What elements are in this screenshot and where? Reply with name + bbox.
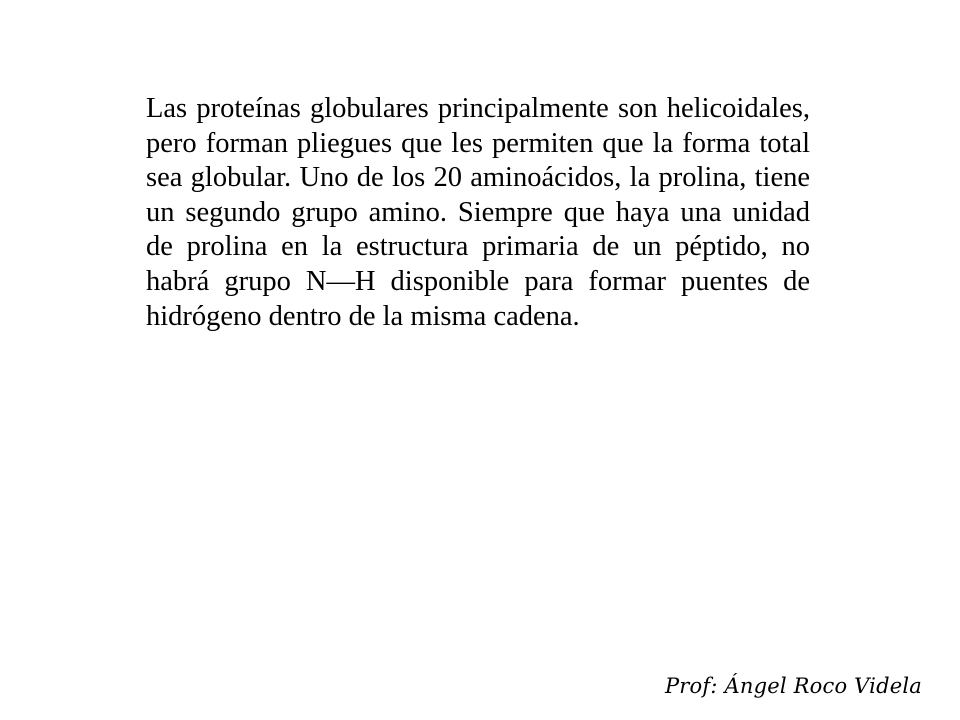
author-credit: Prof: Ángel Roco Videla xyxy=(664,674,922,698)
body-paragraph: Las proteínas globulares principalmente son helicoidales, pero forman pliegues que les permiten que la forma total sea globular. Uno de los 20 aminoácidos, la prolina, tiene un segundo grupo amino. Siempre que haya una unidad de prolina en la estructura primaria de un péptido, no habrá grupo N—H disponible para formar puentes de hidrógeno dentro de la misma cadena. xyxy=(146,93,810,332)
